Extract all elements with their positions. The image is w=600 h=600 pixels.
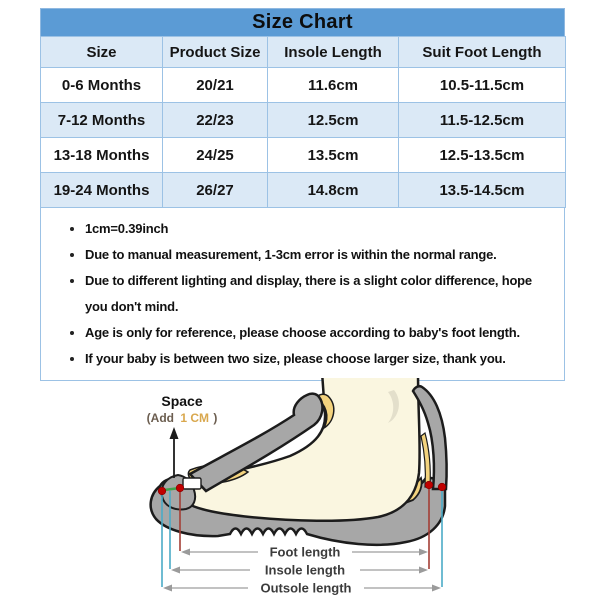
header-suit-foot-length: Suit Foot Length [399,37,566,68]
table-row [41,173,566,208]
product-size-cell: 20/21 [163,68,268,103]
product-size-cell: 24/25 [163,138,268,173]
note-item: Age is only for reference, please choose according to baby's foot length. [65,320,554,346]
notes-box [40,207,565,381]
header-size: Size [41,37,163,68]
table-header-row [41,37,566,68]
space-arrow-icon [170,427,179,478]
suit-foot-length-cell: 13.5-14.5cm [399,173,566,208]
suit-foot-length-cell: 10.5-11.5cm [399,68,566,103]
toe-space-notch [183,478,201,489]
insole-length-cell: 11.6cm [268,68,399,103]
heel-insole-lining [421,433,430,487]
table-row [41,103,566,138]
product-size-cell: 26/27 [163,173,268,208]
insole-length-cell: 12.5cm [268,103,399,138]
page-title: Size Chart [40,8,565,37]
insole-length-cell: 14.8cm [268,173,399,208]
note-item: If your baby is between two size, please choose larger size, thank you. [65,346,554,372]
notes-list [65,216,554,372]
suit-foot-length-cell: 11.5-12.5cm [399,103,566,138]
table-row [41,68,566,103]
foot-length-label: Foot length [269,544,341,560]
header-insole-length: Insole Length [268,37,399,68]
foot-measurement-diagram [130,378,520,600]
insole-length-cell: 13.5cm [268,138,399,173]
size-table [40,36,566,208]
size-cell: 0-6 Months [41,68,163,103]
space-note: (Add 1 CM ) [146,411,218,425]
size-chart-panel [40,8,565,381]
size-cell: 7-12 Months [41,103,163,138]
space-label: Space [161,393,203,409]
product-size-cell: 22/23 [163,103,268,138]
header-product-size: Product Size [163,37,268,68]
suit-foot-length-cell: 12.5-13.5cm [399,138,566,173]
size-cell: 13-18 Months [41,138,163,173]
insole-length-label: Insole length [264,562,346,578]
table-row [41,138,566,173]
size-cell: 19-24 Months [41,173,163,208]
note-item: Due to different lighting and display, there is a slight color difference, hope you don't mind. [65,268,554,320]
outsole-length-label: Outsole length [260,580,352,596]
note-item: 1cm=0.39inch [65,216,554,242]
note-item: Due to manual measurement, 1-3cm error is within the normal range. [65,242,554,268]
